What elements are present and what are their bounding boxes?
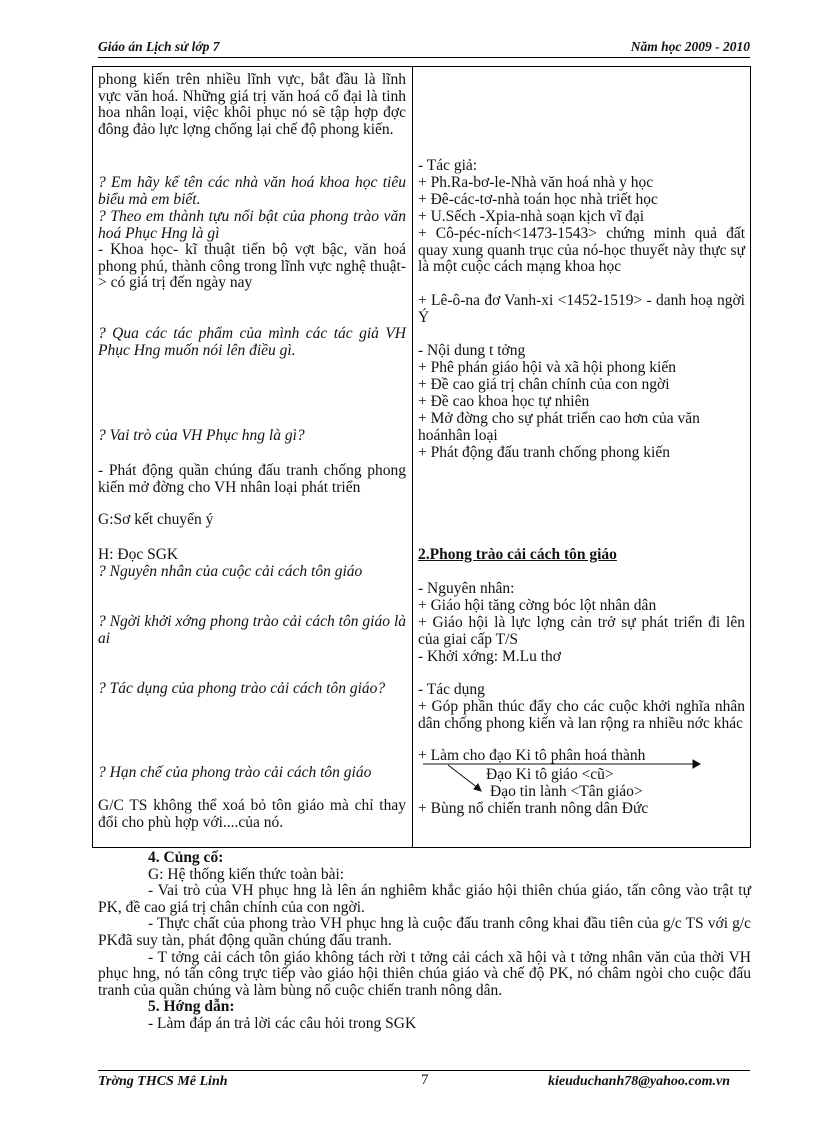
author-item: + Đê-các-tơ-nhà toán học nhà triết học [418, 191, 658, 208]
column-divider [412, 67, 413, 847]
answer-4: - Phát động quần chúng đấu tranh chống phong kiến mở đờng cho VH nhân loại phát triển [98, 462, 406, 496]
content-item: + Mở đờng cho sự phát triển cao hơn của văn hoánhân loại [418, 410, 700, 444]
right-column [418, 67, 745, 847]
question-4: ? Vai trò của VH Phục hng là gì? [98, 427, 305, 444]
summary-point: - T tởng cải cách tôn giáo không tách rời t tởng cải cách xã hội và t tởng nhân văn của thời VH phục hng, nó tấn công trực tiếp vào giáo hội thiên chúa giáo và chế độ PK, nó châm ngòi cho cuộc đấu tranh của quần chúng và làm bùng nổ cuộc chiến tranh nông dân. [98, 948, 751, 999]
footer-email: kieuduchanh78@yahoo.com.vn [548, 1074, 730, 1089]
answer-8: G/C TS không thể xoá bỏ tôn giáo mà chỉ thay đổi cho phù hợp với....của nó. [98, 797, 406, 831]
question-7: ? Tác dụng của phong trào cải cách tôn giáo? [98, 680, 386, 697]
initiator: - Khởi xớng: M.Lu thơ [418, 648, 561, 665]
effect-last: + Bùng nổ chiến tranh nông dân Đức [418, 800, 649, 817]
left-column [98, 67, 406, 847]
question-2: ? Theo em thành tựu nổi bật của phong trào văn hoá Phục Hng là gì [98, 208, 406, 242]
page-footer [98, 1070, 750, 1092]
section-5-heading: 5. Hớng dẫn: [148, 998, 235, 1016]
summary-point: - Thực chất của phong trào VH phục hng là cuộc đấu tranh công khai đầu tiên của g/c TS với g/c PKđã suy tàn, phát động quần chúng đấu tranh. [98, 915, 751, 949]
branch-old: Đạo Ki tô giáo <cũ> [486, 766, 614, 783]
content-item: + Phê phán giáo hội và xã hội phong kiến [418, 359, 676, 376]
homework: - Làm đáp án trả lời các câu hỏi trong SGK [148, 1014, 417, 1032]
student-task: H: Đọc SGK [98, 546, 179, 563]
authors-title: - Tác giả: [418, 157, 478, 174]
summary-point: - Vai trò của VH phục hng là lên án nghiêm khắc giáo hội thiên chúa giáo, tấn công vào trật tự PK, đề cao giá trị chân chính của con ngời. [98, 882, 751, 916]
header-left: Giáo án Lịch sử lớp 7 [98, 39, 220, 54]
cause-item: + Giáo hội tăng cờng bóc lột nhân dân [418, 597, 657, 614]
intro-text: phong kiến trên nhiều lĩnh vực, bắt đầu là lĩnh vực văn hoá. Những giá trị văn hoá cổ đại là tinh hoa nhân loại, việc khôi phục nó sẽ tập hợp đợc đông đảo lực lợng chống lại chế độ phong kiến. [98, 71, 406, 138]
author-item: + Lê-ô-na đơ Vanh-xi <1452-1519> - danh hoạ ngời Ý [418, 292, 745, 326]
page-header [98, 38, 750, 58]
page-number: 7 [421, 1072, 429, 1088]
content-item: + Đề cao giá trị chân chính của con ngời [418, 376, 670, 393]
content-item: + Đề cao khoa học tự nhiên [418, 393, 590, 410]
teacher-note: G:Sơ kết chuyển ý [98, 511, 214, 528]
lesson-summary [98, 850, 751, 1033]
header-right: Năm học 2009 - 2010 [630, 39, 750, 54]
effect-item: + Góp phần thúc đẩy cho các cuộc khởi nghĩa nhân dân chống phong kiến và lan rộng ra nhiều nớc khác [418, 698, 745, 732]
effect-title: - Tác dụng [418, 681, 485, 698]
content-item: + Phát động đấu tranh chống phong kiến [418, 444, 670, 461]
question-5: ? Nguyên nhân của cuộc cải cách tôn giáo [98, 563, 363, 580]
summary-intro: G: Hệ thống kiến thức toàn bài: [148, 865, 345, 883]
question-8: ? Hạn chế của phong trào cải cách tôn giáo [98, 764, 372, 781]
cause-item: + Giáo hội là lực lợng cản trở sự phát triển đi lên của giai cấp T/S [418, 614, 745, 648]
footer-school: Trờng THCS Mê Linh [98, 1074, 228, 1089]
answer-2: - Khoa học- kĩ thuật tiến bộ vợt bậc, văn hoá phong phú, thành công trong lĩnh vực nghệ thuật-> có giá trị đến ngày nay [98, 241, 406, 291]
split-arrow [418, 67, 745, 849]
effect-item: + Làm cho đạo Ki tô phân hoá thành [418, 747, 646, 764]
section-4-heading: 4. Củng cố: [148, 849, 224, 866]
content-title: - Nội dung t tởng [418, 342, 526, 359]
author-item: + Cô-péc-ních<1473-1543> chứng minh quả đất quay xung quanh trục của nó-học thuyết này thực sự là một cuộc cách mạng khoa học [418, 225, 745, 275]
author-item: + Ph.Ra-bơ-le-Nhà văn hoá nhà y học [418, 174, 654, 191]
lesson-table [92, 66, 751, 848]
question-1: ? Em hãy kể tên các nhà văn hoá khoa học tiêu biểu mà em biết. [98, 174, 406, 208]
author-item: + U.Sếch -Xpia-nhà soạn kịch vĩ đại [418, 208, 645, 225]
cause-title: - Nguyên nhân: [418, 580, 515, 597]
question-3: ? Qua các tác phẩm của mình các tác giả VH Phục Hng muốn nói lên điều gì. [98, 325, 406, 359]
section-2-heading: 2.Phong trào cải cách tôn giáo [418, 546, 617, 563]
branch-new: Đạo tin lành <Tân giáo> [490, 783, 643, 800]
question-6: ? Ngời khởi xớng phong trào cải cách tôn giáo là ai [98, 613, 406, 647]
